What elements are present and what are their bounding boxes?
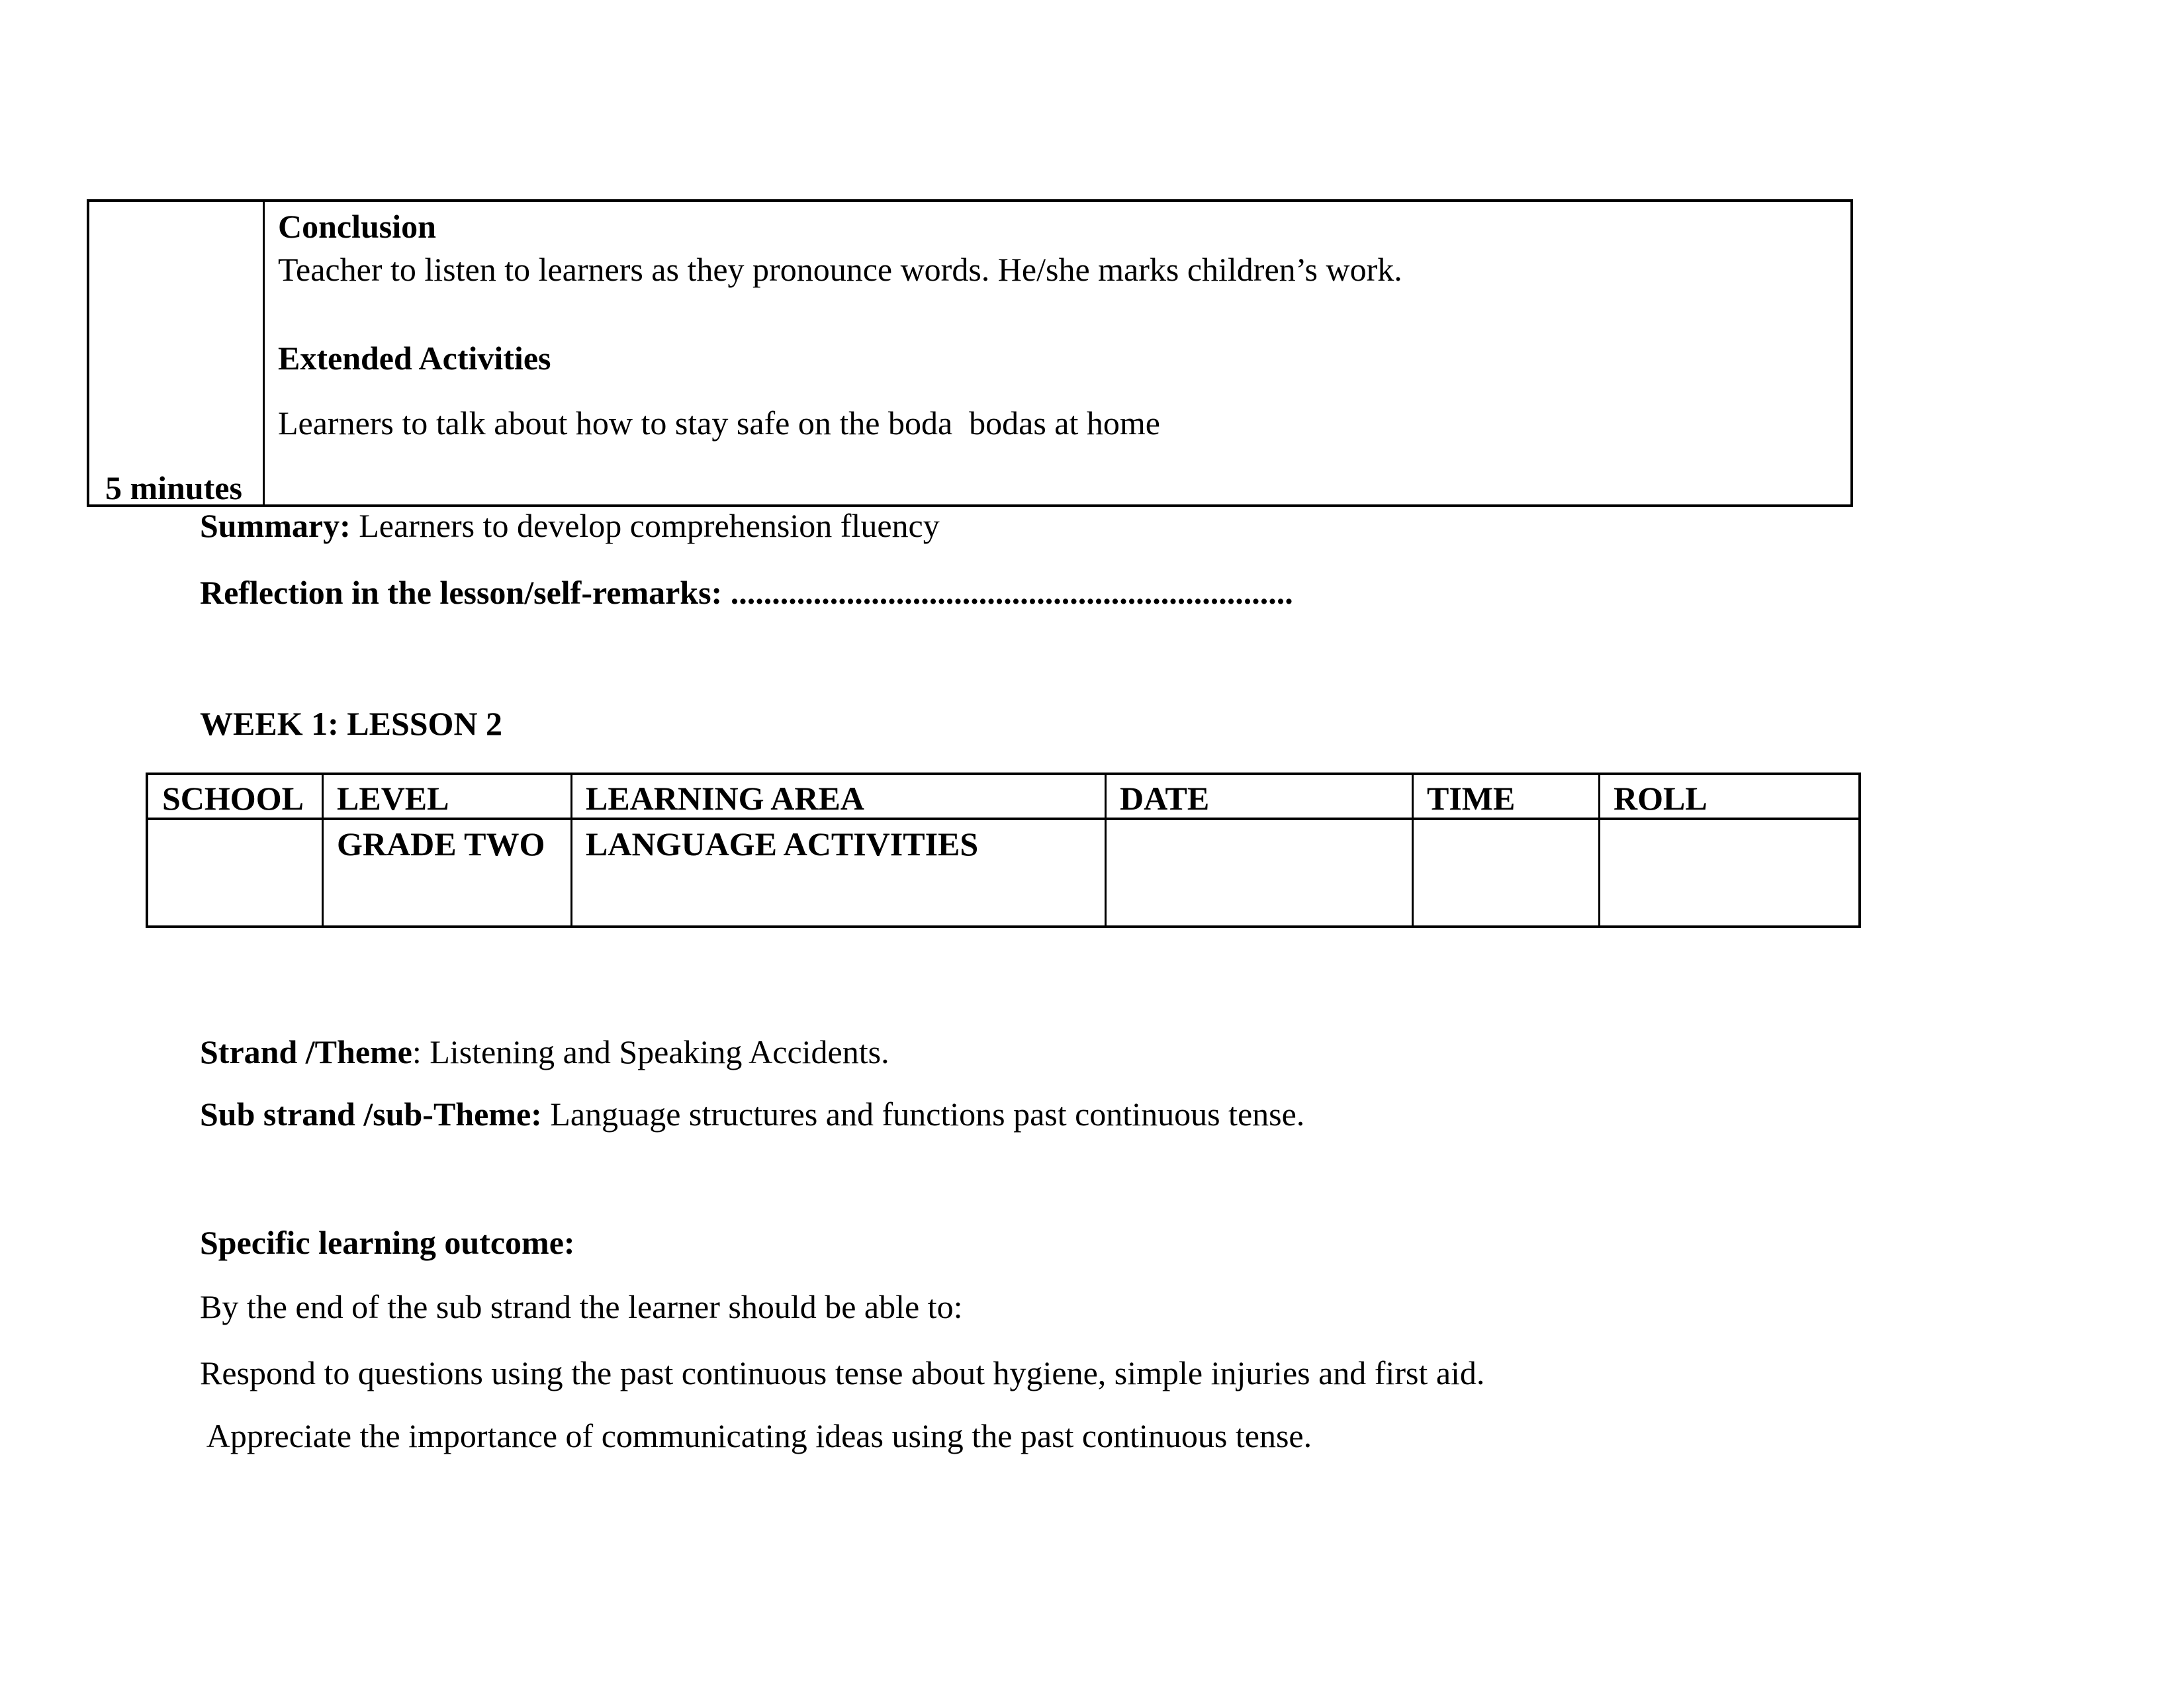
outcome-heading: Specific learning outcome: [200,1224,575,1261]
sub-strand-line [200,1098,1304,1131]
outcome-item: Appreciate the importance of communicating ideas using the past continuous tense. [200,1417,1312,1454]
strand-line [200,1035,889,1068]
table-header-divider [148,818,1858,820]
lesson-info-table [146,773,1861,928]
strand-colon: : [412,1033,422,1070]
sub-strand-label: Sub strand /sub-Theme: [200,1096,542,1133]
strand-label: Strand /Theme [200,1033,412,1070]
extended-activities-text: Learners to talk about how to stay safe on the boda bodas at home [278,404,1160,442]
outcome-item: Respond to questions using the past continuous tense about hygiene, simple injuries and first aid. [200,1354,1485,1391]
lesson-step-table [87,199,1853,507]
conclusion-heading: Conclusion [278,208,436,245]
header-level: LEVEL [337,780,449,817]
outcome-intro: By the end of the sub strand the learner should be able to: [200,1288,963,1325]
header-time: TIME [1427,780,1516,817]
table-column-divider [1412,775,1414,925]
header-roll: ROLL [1614,780,1707,817]
conclusion-text: Teacher to listen to learners as they pronounce words. He/she marks children’s work. [278,251,1402,288]
reflection-input-leader[interactable]: .................................................................... [730,574,1293,611]
table-column-divider [322,775,324,925]
cell-level: GRADE TWO [337,825,545,863]
summary-line [200,509,940,542]
table-column-divider [263,202,265,504]
extended-activities-heading: Extended Activities [278,340,551,377]
strand-text: Listening and Speaking Accidents. [421,1033,889,1070]
reflection-line [200,576,1293,609]
summary-text: Learners to develop comprehension fluency [350,507,940,544]
time-allocation-cell: 5 minutes [105,469,242,506]
cell-learning-area: LANGUAGE ACTIVITIES [586,825,979,863]
header-learning-area: LEARNING AREA [586,780,864,817]
table-column-divider [570,775,572,925]
sub-strand-text: Language structures and functions past continuous tense. [541,1096,1305,1133]
reflection-label: Reflection in the lesson/self-remarks: [200,574,731,611]
header-date: DATE [1120,780,1210,817]
lesson-title: WEEK 1: LESSON 2 [200,705,503,742]
header-school: SCHOOL [162,780,304,817]
table-column-divider [1105,775,1107,925]
summary-label: Summary: [200,507,351,544]
table-column-divider [1598,775,1600,925]
